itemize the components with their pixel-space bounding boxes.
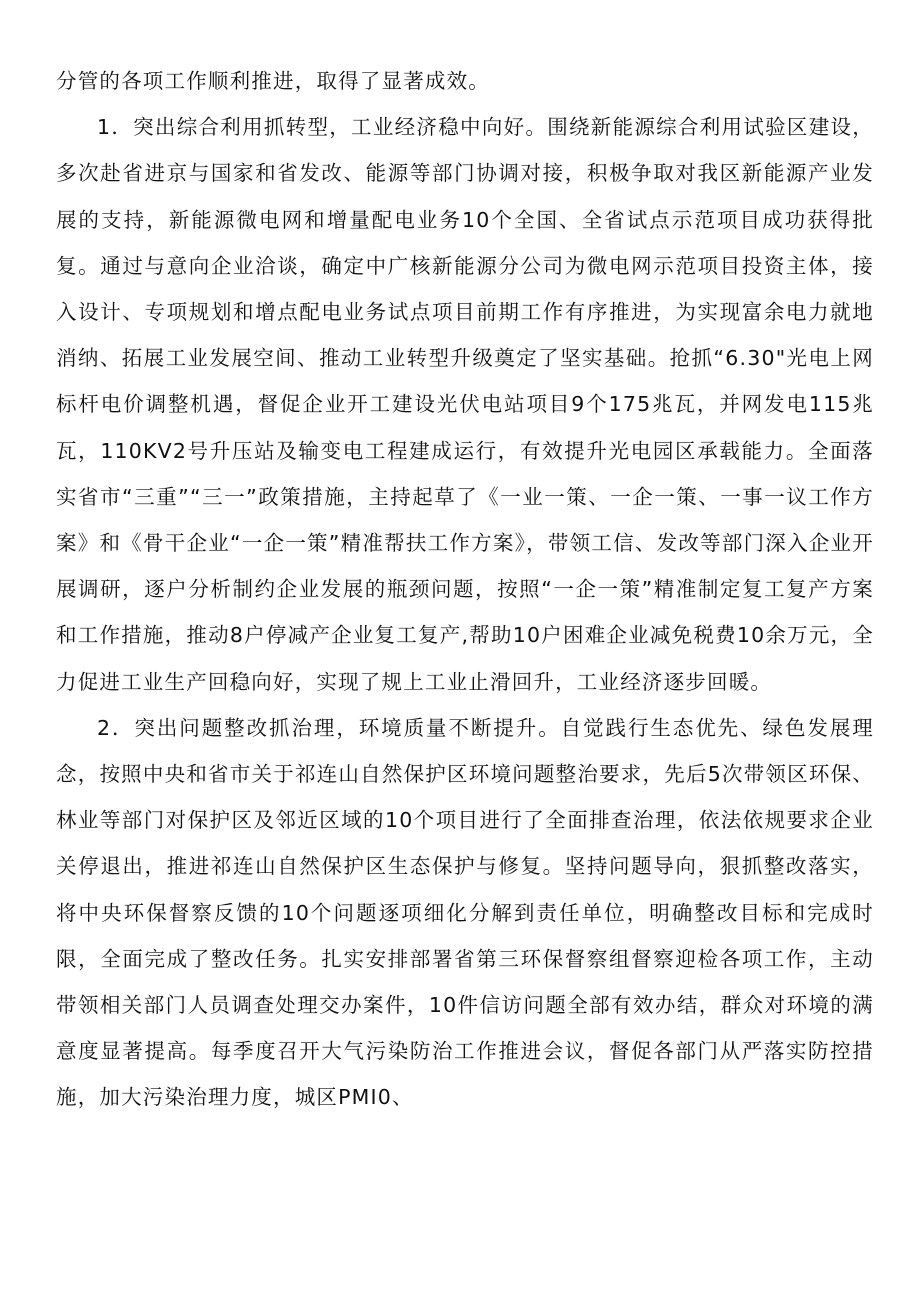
paragraph-item-2: 2．突出问题整改抓治理，环境质量不断提升。自觉践行生态优先、绿色发展理念，按照中央和省市关于祁连山自然保护区环境问题整治要求，先后5次带领区环保、林业等部门对保护区及邻近区域的10个项目进行了全面排查治理，依法依规要求企业关停退出，推进祁连山自然保护区生态保护与修复。坚持问题导向，狠抓整改落实，将中央环保督察反馈的10个问题逐项细化分解到责任单位，明确整改目标和完成时限，全面完成了整改任务。扎实安排部署省第三环保督察组督察迎检各项工作，主动带领相关部门人员调查处理交办案件，10件信访问题全部有效办结，群众对环境的满意度显著提高。每季度召开大气污染防治工作推进会议，督促各部门从严落实防控措施，加大污染治理力度，城区PMI0、: [56, 715, 874, 1110]
paragraph-item-1: 1．突出综合利用抓转型，工业经济稳中向好。围绕新能源综合利用试验区建设，多次赴省进京与国家和省发改、能源等部门协调对接，积极争取对我区新能源产业发展的支持，新能源微电网和增量配电业务10个全国、全省试点示范项目成功获得批复。通过与意向企业洽谈，确定中广核新能源分公司为微电网示范项目投资主体，接入设计、专项规划和增点配电业务试点项目前期工作有序推进，为实现富余电力就地消纳、拓展工业发展空间、推动工业转型升级奠定了坚实基础。抢抓“6.30"光电上网标杆电价调整机遇，督促企业开工建设光伏电站项目9个175兆瓦，并网发电115兆瓦，110KV2号升压站及输变电工程建成运行，有效提升光电园区承载能力。全面落实省市“三重”“三一”政策措施，主持起草了《一业一策、一企一策、一事一议工作方案》和《骨干企业“一企一策”精准帮扶工作方案》，带领工信、发改等部门深入企业开展调研，逐户分析制约企业发展的瓶颈问题，按照“一企一策”精准制定复工复产方案和工作措施，推动8户停减产企业复工复产,帮助10户困难企业减免税费10余万元，全力促进工业生产回稳向好，实现了规上工业止滑回升，工业经济逐步回暖。: [56, 115, 874, 694]
paragraph-continuation: 分管的各项工作顺利推进，取得了显著成效。: [56, 69, 490, 93]
document-body: [56, 58, 874, 1121]
